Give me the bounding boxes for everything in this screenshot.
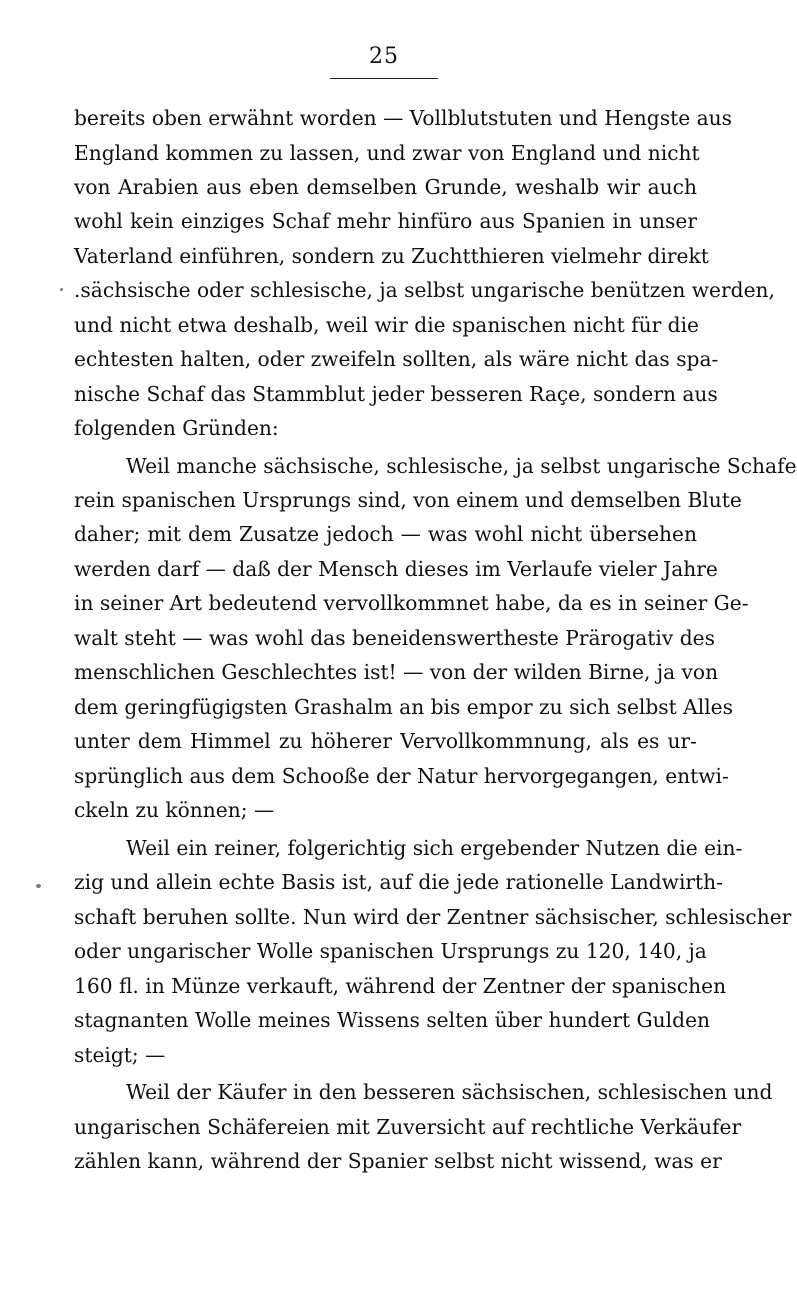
text-line: oder ungarischer Wolle spanischen Ursprungs zu 120, 140, ja bbox=[74, 939, 707, 963]
text-line: folgenden Gründen: bbox=[74, 416, 279, 440]
text-line: stagnanten Wolle meines Wissens selten über hundert Gulden bbox=[74, 1008, 711, 1032]
text-line: und nicht etwa deshalb, weil wir die spanischen nicht für die bbox=[74, 313, 699, 337]
text-line: .sächsische oder schlesische, ja selbst ungarische benützen werden, bbox=[74, 278, 775, 302]
text-line: werden darf — daß der Mensch dieses im Verlaufe vieler Jahre bbox=[74, 557, 718, 581]
text-line: nische Schaf das Stammblut jeder besseren Raçe, sondern aus bbox=[74, 382, 718, 406]
paper-speck bbox=[60, 288, 63, 291]
text-line: Weil manche sächsische, schlesische, ja selbst ungarische Schafe bbox=[126, 454, 797, 478]
text-line: zig und allein echte Basis ist, auf die jede rationelle Landwirth- bbox=[74, 870, 723, 894]
text-line: in seiner Art bedeutend vervollkommnet habe, da es in seiner Ge- bbox=[74, 591, 749, 615]
text-line: zählen kann, während der Spanier selbst nicht wissend, was er bbox=[74, 1149, 722, 1173]
text-line: steigt; — bbox=[74, 1043, 166, 1067]
text-line: daher; mit dem Zusatze jedoch — was wohl nicht übersehen bbox=[74, 522, 697, 546]
text-line: England kommen zu lassen, und zwar von England und nicht bbox=[74, 141, 700, 165]
text-line: Weil der Käufer in den besseren sächsischen, schlesischen und bbox=[126, 1080, 773, 1104]
text-line: Weil ein reiner, folgerichtig sich ergebender Nutzen die ein- bbox=[126, 836, 743, 860]
text-line: schaft beruhen sollte. Nun wird der Zentner sächsischer, schlesischer bbox=[74, 905, 792, 929]
text-line: ungarischen Schäfereien mit Zuversicht auf rechtliche Verkäufer bbox=[74, 1115, 742, 1139]
text-line: dem geringfügigsten Grashalm an bis empor zu sich selbst Alles bbox=[74, 695, 733, 719]
page-number: 25 bbox=[369, 44, 399, 69]
text-line: unter dem Himmel zu höherer Vervollkommnung, als es ur- bbox=[74, 729, 697, 753]
paper-speck bbox=[36, 884, 41, 888]
text-line: wohl kein einziges Schaf mehr hinfüro aus Spanien in unser bbox=[74, 209, 697, 233]
text-line: echtesten halten, oder zweifeln sollten, als wäre nicht das spa- bbox=[74, 347, 719, 371]
text-line: rein spanischen Ursprungs sind, von einem und demselben Blute bbox=[74, 488, 742, 512]
text-line: sprünglich aus dem Schooße der Natur hervorgegangen, entwi- bbox=[74, 764, 729, 788]
text-line: ckeln zu können; — bbox=[74, 798, 275, 822]
text-line: menschlichen Geschlechtes ist! — von der wilden Birne, ja von bbox=[74, 660, 719, 684]
text-line: von Arabien aus eben demselben Grunde, weshalb wir auch bbox=[74, 175, 697, 199]
text-line: Vaterland einführen, sondern zu Zuchtthieren vielmehr direkt bbox=[74, 244, 709, 268]
header-rule bbox=[330, 78, 438, 79]
text-line: walt steht — was wohl das beneidenswertheste Prärogativ des bbox=[74, 626, 715, 650]
text-line: 160 fl. in Münze verkauft, während der Zentner der spanischen bbox=[74, 974, 727, 998]
text-line: bereits oben erwähnt worden — Vollblutstuten und Hengste aus bbox=[74, 106, 732, 130]
